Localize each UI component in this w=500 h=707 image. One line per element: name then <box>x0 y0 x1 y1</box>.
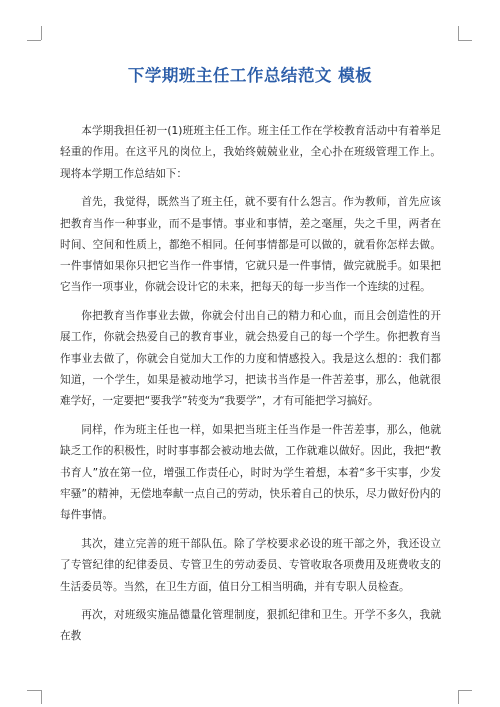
crop-mark-top-left-v <box>41 26 42 40</box>
crop-mark-bottom-left-v <box>41 690 42 704</box>
paragraph-first: 首先，我觉得，既然当了班主任，就不要有什么怨言。作为教师，首先应该把教育当作一种事业，而不是事情。事业和事情，差之毫厘，失之千里，两者在时间、空间和性质上，都绝不相同。任何事情都是可以做的，就看你怎样去做。一件事情如果你只把它当作一件事情，它就只是一件事情，做完就脱手。如果把它当作一项事业，你就会设计它的未来，把每天的每一步当作一个连续的过程。 <box>60 196 441 294</box>
crop-mark-top-left-h <box>27 40 41 41</box>
document-title: 下学期班主任工作总结范文 模板 <box>127 66 373 85</box>
paragraph-second: 其次，建立完善的班干部队伍。除了学校要求必设的班干部之外，我还设立了专管纪律的纪律委员、专管卫生的劳动委员、专管收取各项费用及班费收支的生活委员等。当然，在卫生方面，值日分工相当明确，并有专职人员检查。 <box>60 537 441 593</box>
paragraph-third: 再次，对班级实施品德量化管理制度，狠抓纪律和卫生。开学不多久，我就在教 <box>60 609 441 643</box>
paragraph-same: 同样，作为班主任也一样，如果把当班主任当作是一件苦差事，那么，他就缺乏工作的积极性，时时事事都会被动地去做，工作就难以做好。因此，我把“教书育人”放在第一位，增强工作责任心，时时为学生着想，本着“多干实事，少发牢骚”的精神，无偿地奉献一点自己的劳动，快乐着自己的快乐，尽力做好份内的每件事情。 <box>60 424 441 522</box>
paragraph-intro: 本学期我担任初一(1)班班主任工作。班主任工作在学校教育活动中有着举足轻重的作用。在这平凡的岗位上，我始终兢兢业业，全心扑在班级管理工作上。现将本学期工作总结如下： <box>60 125 441 180</box>
crop-mark-bottom-right-h <box>458 690 472 691</box>
crop-mark-top-right-v <box>458 26 459 40</box>
crop-mark-top-right-h <box>458 40 472 41</box>
crop-mark-bottom-right-v <box>458 690 459 704</box>
document-body <box>60 121 441 655</box>
crop-mark-bottom-left-h <box>27 690 41 691</box>
paragraph-career: 你把教育当作事业去做，你就会付出自己的精力和心血，而且会创造性的开展工作，你就会热爱自己的教育事业，就会热爱自己的每一个学生。你把教育当作事业去做了，你就会自觉加大工作的力度和情感投入。我是这么想的：我们都知道，一个学生，如果是被动地学习，把读书当作是一件苦差事，那么，他就很难学好，一定要把“要我学”转变为“我要学”，才有可能把学习搞好。 <box>60 310 441 408</box>
